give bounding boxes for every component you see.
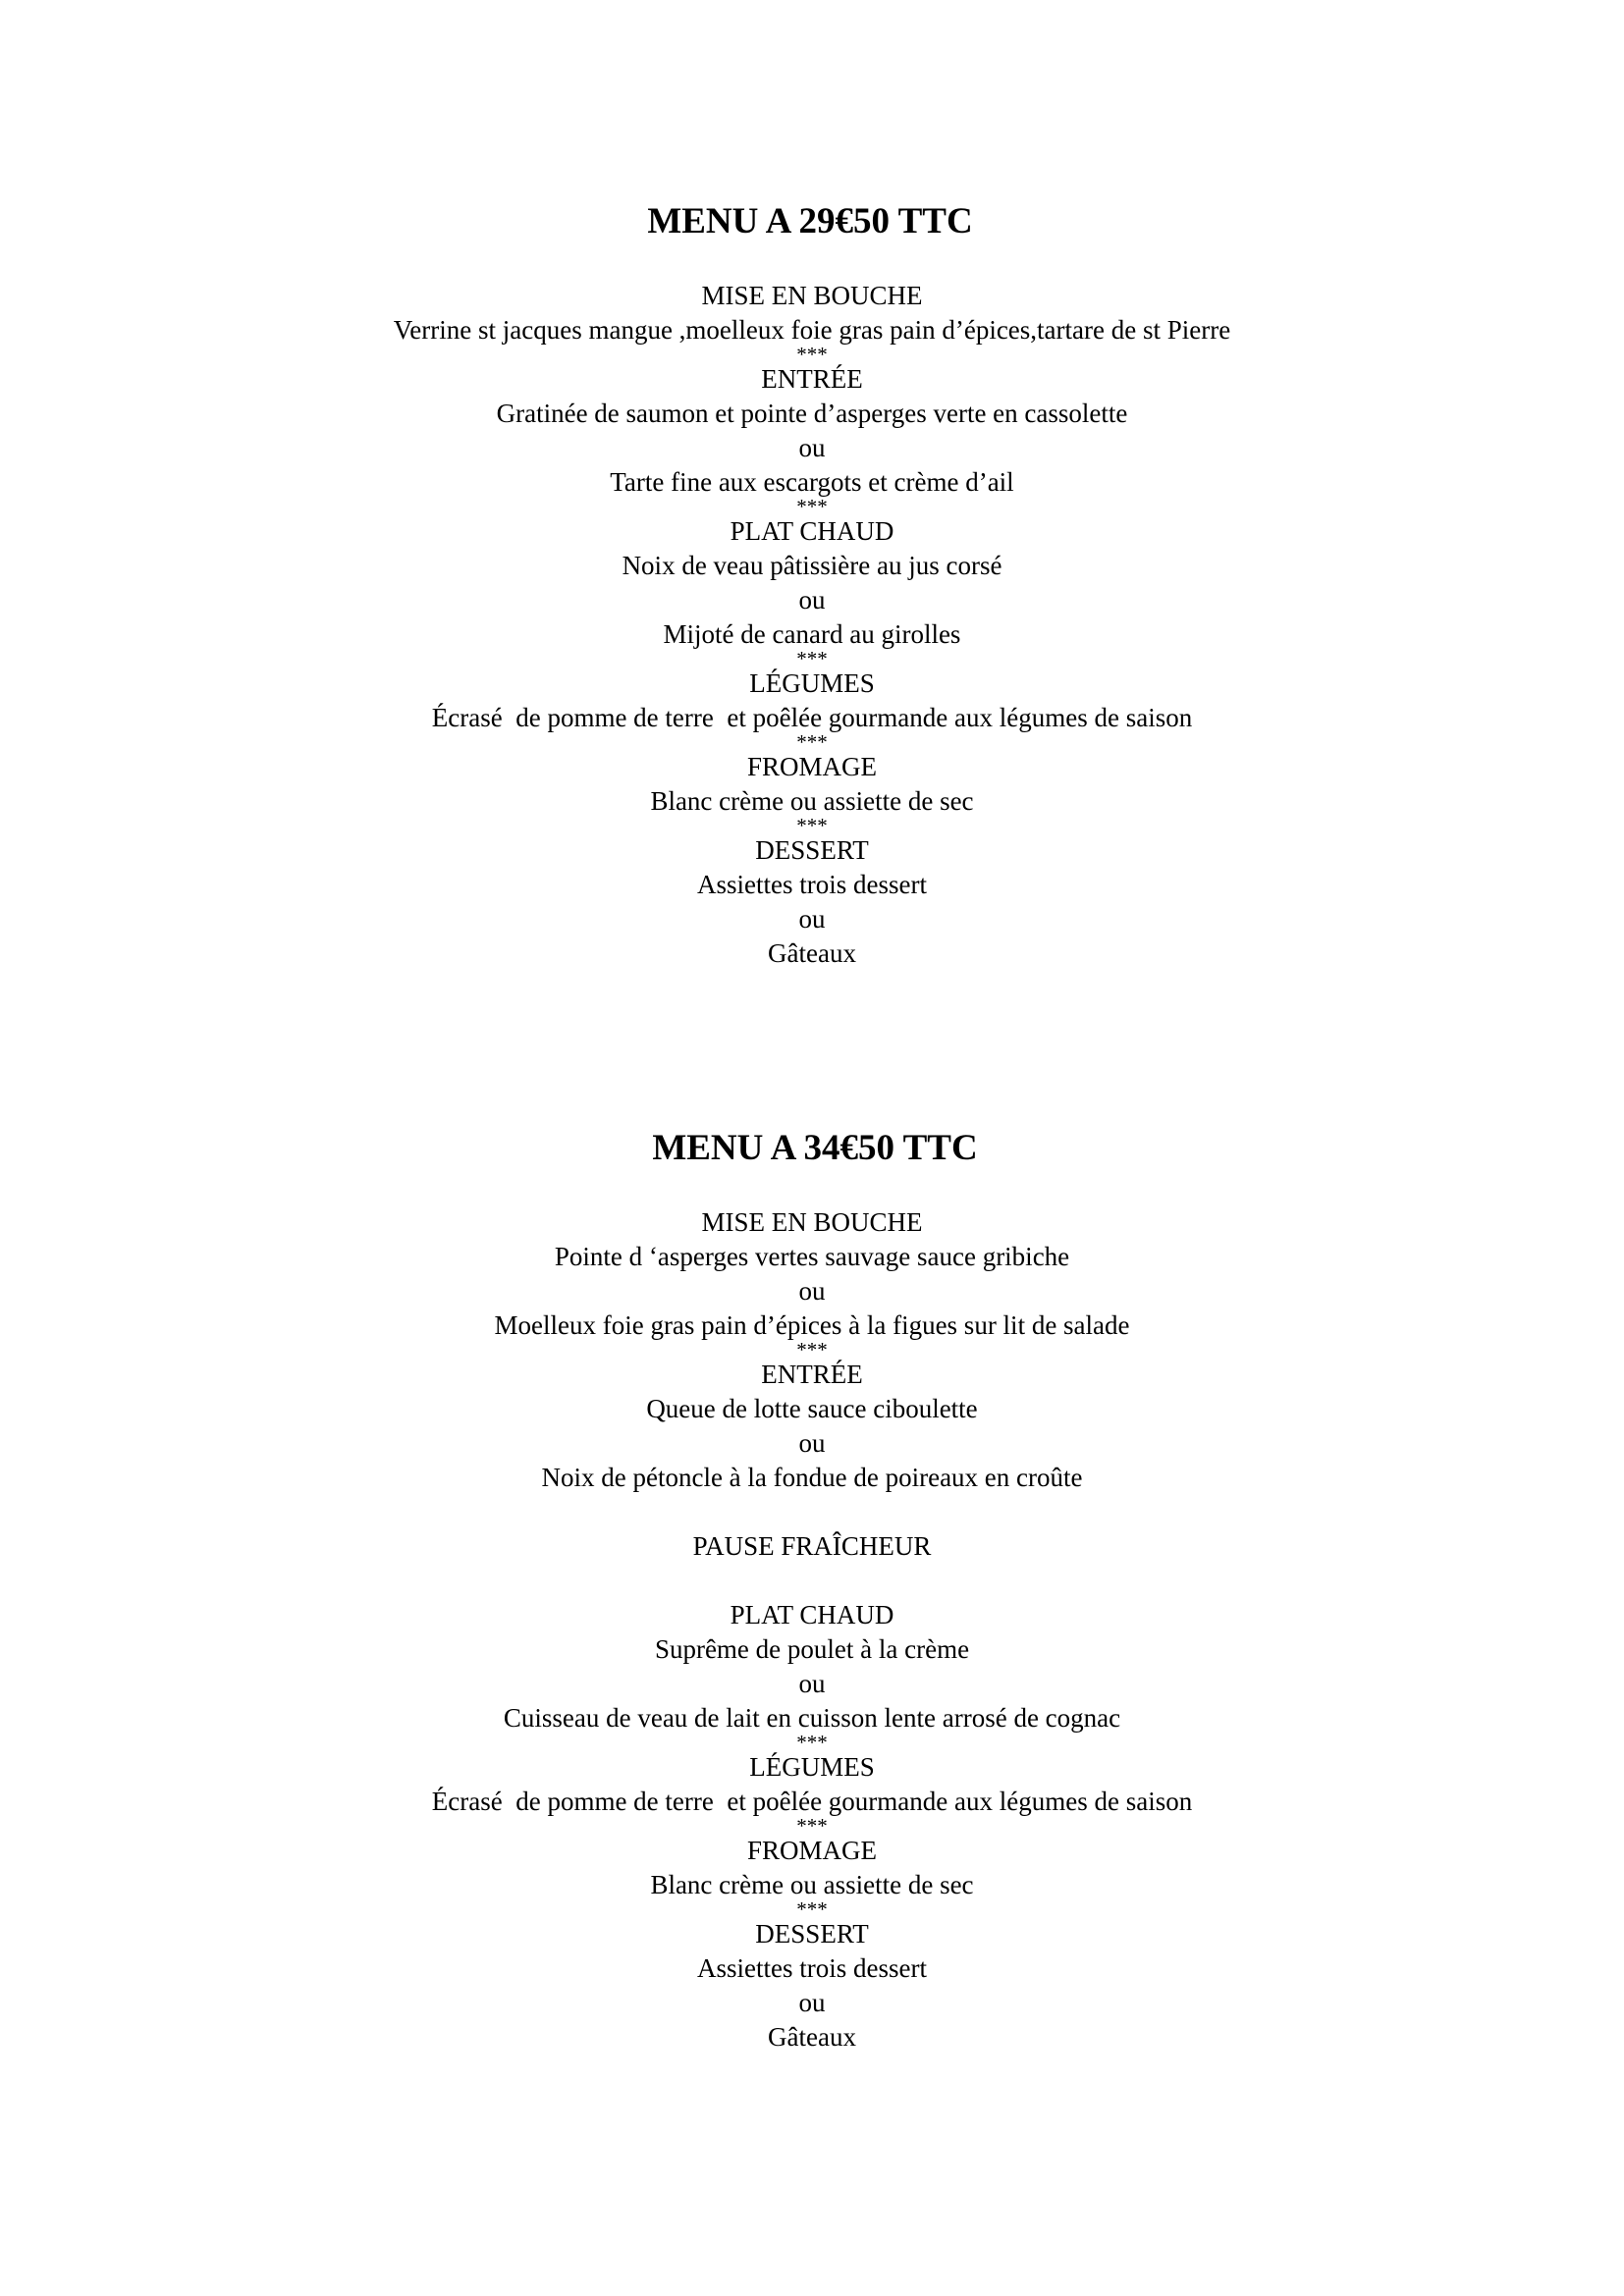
or-separator: ou (798, 585, 826, 614)
course-divider: *** (796, 730, 828, 754)
course-heading: ENTRÉE (761, 364, 863, 394)
course-divider: *** (796, 1814, 828, 1838)
course-heading: DESSERT (755, 1919, 869, 1949)
dish-item: Queue de lotte sauce ciboulette (646, 1394, 978, 1423)
course-heading: LÉGUMES (749, 668, 875, 698)
course-divider: *** (796, 1897, 828, 1921)
course-divider: *** (796, 495, 828, 518)
dish-item: Assiettes trois dessert (697, 1953, 927, 1983)
menu-lines (0, 279, 1624, 971)
or-separator: ou (798, 1669, 826, 1698)
course-heading: LÉGUMES (749, 1752, 875, 1782)
course-heading: FROMAGE (746, 1836, 878, 1865)
dish-item: Mijoté de canard au girolles (663, 619, 961, 649)
dish-item: Suprême de poulet à la crème (654, 1634, 970, 1664)
course-heading: MISE EN BOUCHE (701, 281, 923, 310)
or-separator: ou (798, 1276, 826, 1306)
dish-item: Gâteaux (768, 2022, 856, 2052)
dish-item: Noix de pétoncle à la fondue de poireaux en croûte (541, 1463, 1083, 1492)
course-heading: PAUSE FRAÎCHEUR (692, 1531, 932, 1561)
course-heading: PLAT CHAUD (730, 1600, 894, 1629)
dish-item: Moelleux foie gras pain d’épices à la figues sur lit de salade (494, 1310, 1130, 1340)
or-separator: ou (798, 904, 826, 934)
course-heading: DESSERT (755, 835, 869, 865)
or-separator: ou (798, 1988, 826, 2017)
dish-item: Gratinée de saumon et pointe d’asperges verte en cassolette (496, 399, 1128, 428)
dish-item: Assiettes trois dessert (697, 870, 927, 899)
menu-section (0, 1127, 1624, 2055)
menu-lines (0, 1205, 1624, 2055)
course-divider: *** (796, 343, 828, 366)
or-separator: ou (798, 1428, 826, 1458)
menu-title: MENU A 29€50 TTC (647, 201, 973, 241)
spacer (0, 1495, 1624, 1529)
dish-item: Blanc crème ou assiette de sec (650, 786, 974, 816)
spacer (0, 1564, 1624, 1598)
dish-item: Écrasé de pomme de terre et poêlée gourmande aux légumes de saison (431, 1787, 1193, 1816)
course-heading: MISE EN BOUCHE (701, 1207, 923, 1237)
dish-item: Verrine st jacques mangue ,moelleux foie gras pain d’épices,tartare de st Pierre (393, 315, 1231, 345)
dish-item: Cuisseau de veau de lait en cuisson lente arrosé de cognac (503, 1703, 1121, 1733)
dish-item: Tarte fine aux escargots et crème d’ail (610, 467, 1014, 497)
course-heading: FROMAGE (746, 752, 878, 781)
or-separator: ou (798, 433, 826, 462)
course-heading: PLAT CHAUD (730, 516, 894, 546)
course-heading: ENTRÉE (761, 1360, 863, 1389)
course-divider: *** (796, 647, 828, 670)
dish-item: Écrasé de pomme de terre et poêlée gourmande aux légumes de saison (431, 703, 1193, 732)
menu-section (0, 200, 1624, 971)
dish-item: Blanc crème ou assiette de sec (650, 1870, 974, 1899)
course-divider: *** (796, 814, 828, 837)
dish-item: Noix de veau pâtissière au jus corsé (622, 551, 1002, 580)
menu-title: MENU A 34€50 TTC (652, 1128, 978, 1168)
dish-item: Pointe d ‘asperges vertes sauvage sauce gribiche (554, 1242, 1070, 1271)
course-divider: *** (796, 1731, 828, 1754)
course-divider: *** (796, 1338, 828, 1362)
dish-item: Gâteaux (768, 938, 856, 968)
